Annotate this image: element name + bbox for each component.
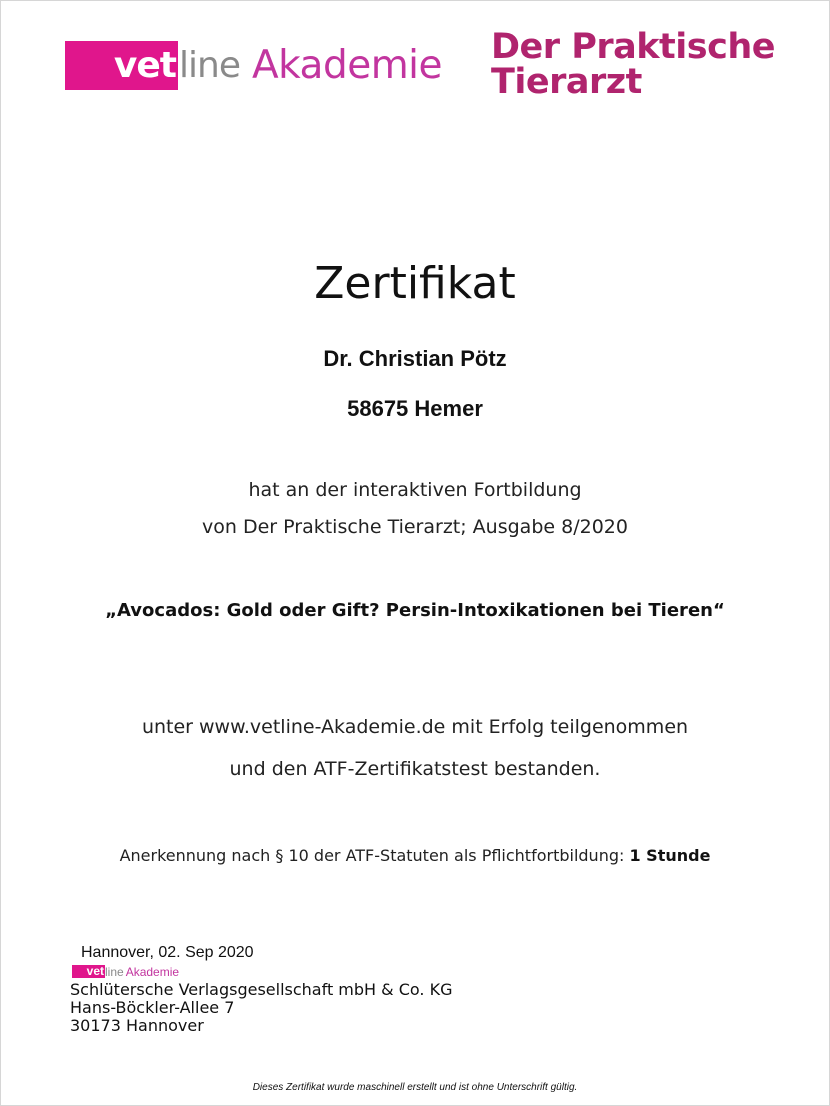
footer-vetline-logo — [72, 965, 179, 978]
recognition-text: Anerkennung nach § 10 der ATF-Statuten als Pflichtfortbildung: — [119, 846, 630, 865]
publisher-address — [70, 981, 452, 1035]
vetline-akademie-logo — [65, 41, 442, 90]
mini-logo-vet: vet — [72, 965, 105, 978]
publisher-company: Schlütersche Verlagsgesellschaft mbH & Co. KG — [70, 980, 453, 999]
logo-dpt-line2: Tierarzt — [491, 62, 642, 102]
recipient-city: 58675 Hemer — [347, 396, 483, 421]
publisher-city: 30173 Hannover — [70, 1016, 204, 1035]
logo-dpt-line1: Der Praktische — [491, 27, 776, 67]
recognition-statement — [0, 846, 830, 865]
certificate-title: Zertifikat — [314, 258, 516, 309]
mini-logo-akademie: Akademie — [125, 964, 180, 979]
recognition-hours: 1 Stunde — [629, 846, 711, 865]
recipient-name: Dr. Christian Pötz — [323, 346, 507, 371]
place-date: Hannover, 02. Sep 2020 — [81, 944, 254, 961]
logo-vet-box: vet — [65, 41, 178, 90]
logo-line-word: line — [179, 45, 240, 86]
mini-logo-line: line — [105, 964, 124, 979]
text-line-1: hat an der interaktiven Fortbildung — [248, 479, 582, 501]
der-praktische-tierarzt-logo — [491, 27, 776, 102]
course-topic: „Avocados: Gold oder Gift? Persin-Intoxikationen bei Tieren“ — [105, 600, 725, 621]
text-line-3: unter www.vetline-Akademie.de mit Erfolg teilgenommen — [141, 716, 689, 738]
text-line-2: von Der Praktische Tierarzt; Ausgabe 8/2020 — [202, 516, 628, 538]
logo-akademie-word: Akademie — [251, 43, 443, 88]
text-line-4: und den ATF-Zertifikatstest bestanden. — [229, 758, 601, 780]
publisher-street: Hans-Böckler-Allee 7 — [70, 998, 235, 1017]
disclaimer: Dieses Zertifikat wurde maschinell erstellt und ist ohne Unterschrift gültig. — [252, 1082, 578, 1093]
